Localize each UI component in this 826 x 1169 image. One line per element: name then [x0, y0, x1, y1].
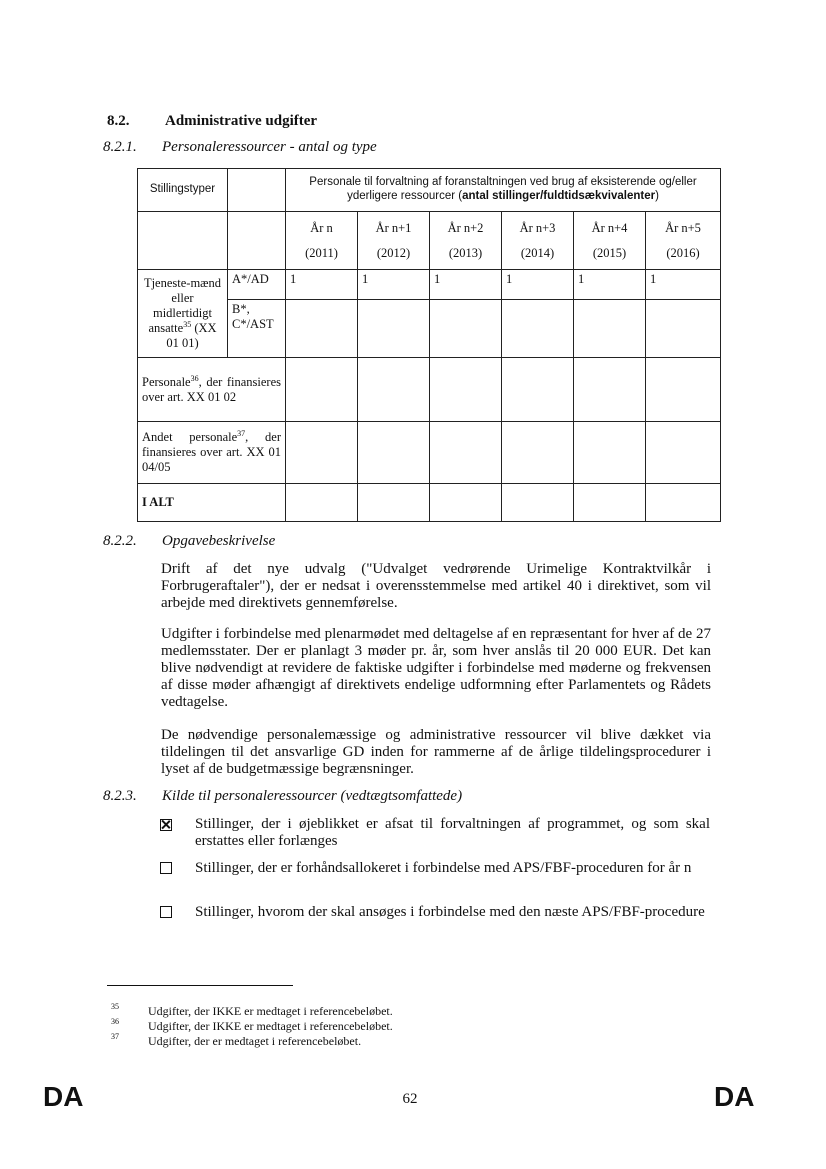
- staff-table: [137, 168, 721, 522]
- year-col-5: År n+5 (2016): [646, 212, 721, 270]
- paragraph-1: Drift af det nye udvalg ("Udvalget vedrørende Urimelige Kontraktvilkår i Forbrugeraftaler"), der er nedsat i overensstemmelse med artikel 40 i direktivet, som vil arbejde med direktivets gennemførelse.: [161, 561, 711, 611]
- personale-cell-5: [646, 358, 721, 422]
- category-ast: B*, C*/AST: [228, 300, 286, 358]
- ad-value-1: 1: [358, 270, 430, 300]
- years-row: [138, 212, 721, 270]
- option-preallocated-posts: Stillinger, der er forhåndsallokeret i forbindelse med APS/FBF-proceduren for år n: [195, 860, 692, 876]
- checkbox-existing-posts[interactable]: [160, 819, 172, 831]
- ast-cell-0: [286, 300, 358, 358]
- year-col-0: År n (2011): [286, 212, 358, 270]
- table-row-personale: [138, 358, 721, 422]
- subsection-2-number: 8.2.2.: [103, 533, 137, 549]
- checkbox-requested-posts[interactable]: [160, 906, 172, 918]
- total-cell-2: [430, 484, 502, 522]
- subsection-1-number: 8.2.1.: [103, 139, 137, 155]
- paragraph-2: Udgifter i forbindelse med plenarmødet med deltagelse af en repræsentant for hver af de 27 medlemsstater. Der er planlagt 3 møder pr. år, som hver anslås til 20 000 EUR. Det kan blive nødvendigt at revidere de faktiske udgifter i forbindelse med møderne og frekvensen af disse møder afhængigt af direktivets endelige udformning efter Parlamentets og Rådets vedtagelse.: [161, 626, 711, 710]
- personale-cell-4: [574, 358, 646, 422]
- personale-cell-0: [286, 358, 358, 422]
- table-row-andet: [138, 422, 721, 484]
- subsection-1-title: Personaleressourcer - antal og type: [162, 139, 377, 155]
- ast-cell-2: [430, 300, 502, 358]
- language-code-right: DA: [714, 1081, 755, 1112]
- ast-cell-1: [358, 300, 430, 358]
- andet-cell-5: [646, 422, 721, 484]
- table-row-ad: [138, 270, 721, 300]
- subsection-3-title: Kilde til personaleressourcer (vedtægtsomfattede): [162, 788, 463, 804]
- ast-cell-4: [574, 300, 646, 358]
- option-requested-posts: Stillinger, hvorom der skal ansøges i forbindelse med den næste APS/FBF-procedure: [195, 904, 705, 920]
- footnote-mark-35: 35: [111, 1002, 119, 1011]
- total-cell-3: [502, 484, 574, 522]
- personale-cell-2: [430, 358, 502, 422]
- category-ad: A*/AD: [228, 270, 286, 300]
- checkbox-preallocated-posts[interactable]: [160, 862, 172, 874]
- group-label-officials: Tjeneste-mænd eller midlertidigt ansatte$^{35}$ (XX 01 01): [138, 270, 228, 358]
- footnote-mark-37: 37: [111, 1032, 119, 1041]
- row-total-label: I ALT: [138, 484, 286, 522]
- total-cell-0: [286, 484, 358, 522]
- row-personale-label: Personale$^{36}$, der finansieres over art. XX 01 02: [138, 358, 286, 422]
- year-col-3: År n+3 (2014): [502, 212, 574, 270]
- ad-value-0: 1: [286, 270, 358, 300]
- row-andet-label: Andet personale$^{37}$, der finansieres over art. XX 01 04/05: [138, 422, 286, 484]
- header-stillingstyper: Stillingstyper: [138, 169, 228, 212]
- personale-cell-3: [502, 358, 574, 422]
- header-personale-bold: antal stillinger/fuldtidsækvivalenter: [462, 190, 656, 202]
- andet-cell-2: [430, 422, 502, 484]
- andet-cell-3: [502, 422, 574, 484]
- table-row-total: [138, 484, 721, 522]
- header-personale: Personale til forvaltning af foranstaltningen ved brug af eksisterende og/eller yderligere ressourcer (antal stillinger/fuldtidsækvivalenter): [286, 169, 721, 212]
- footnote-mark-36: 36: [111, 1017, 119, 1026]
- years-blank-2: [228, 212, 286, 270]
- total-cell-5: [646, 484, 721, 522]
- footnote-text-35: Udgifter, der IKKE er medtaget i referencebeløbet.: [148, 1004, 393, 1018]
- footnote-text-37: Udgifter, der er medtaget i referencebeløbet.: [148, 1034, 362, 1048]
- page-number: 62: [402, 1091, 418, 1107]
- footnote-text-36: Udgifter, der IKKE er medtaget i referencebeløbet.: [148, 1019, 393, 1033]
- ast-cell-5: [646, 300, 721, 358]
- option-existing-posts: Stillinger, der i øjeblikket er afsat til forvaltningen af programmet, og som skal erstattes eller forlænges: [195, 816, 710, 849]
- footnote-separator: [107, 985, 293, 986]
- total-cell-1: [358, 484, 430, 522]
- total-cell-4: [574, 484, 646, 522]
- language-code-left: DA: [43, 1081, 84, 1112]
- andet-cell-1: [358, 422, 430, 484]
- table-header-row: [138, 169, 721, 212]
- year-col-4: År n+4 (2015): [574, 212, 646, 270]
- ad-value-3: 1: [502, 270, 574, 300]
- ad-value-5: 1: [646, 270, 721, 300]
- section-title: Administrative udgifter: [165, 113, 318, 129]
- ast-cell-3: [502, 300, 574, 358]
- andet-cell-0: [286, 422, 358, 484]
- ad-value-2: 1: [430, 270, 502, 300]
- years-blank-1: [138, 212, 228, 270]
- section-number: 8.2.: [107, 113, 130, 129]
- andet-cell-4: [574, 422, 646, 484]
- subsection-3-number: 8.2.3.: [103, 788, 137, 804]
- personale-cell-1: [358, 358, 430, 422]
- year-col-1: År n+1 (2012): [358, 212, 430, 270]
- header-blank-cell: [228, 169, 286, 212]
- ad-value-4: 1: [574, 270, 646, 300]
- year-col-2: År n+2 (2013): [430, 212, 502, 270]
- paragraph-3: De nødvendige personalemæssige og administrative ressourcer vil blive dækket via tildelingen til det ansvarlige GD inden for rammerne af de årlige tildelingsprocedurer i lyset af de budgetmæssige begrænsninger.: [161, 727, 711, 777]
- subsection-2-title: Opgavebeskrivelse: [162, 533, 276, 549]
